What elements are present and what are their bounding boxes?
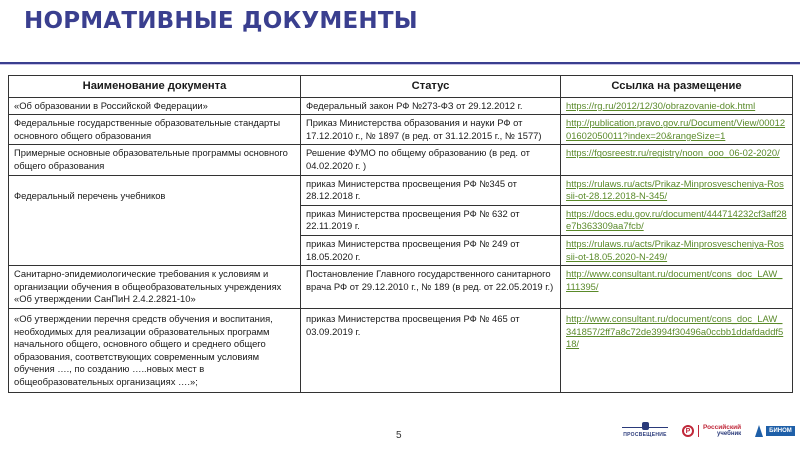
prosveshchenie-logo — [622, 424, 668, 438]
binom-logo — [755, 425, 795, 437]
header-document-name: Наименование документа — [9, 76, 301, 98]
document-status: Федеральный закон РФ №273-ФЗ от 29.12.2012 г. — [301, 97, 561, 115]
table-row — [9, 308, 793, 393]
prosveshchenie-logo-text: ПРОСВЕЩЕНИЕ — [623, 432, 667, 438]
table-row — [9, 115, 793, 145]
document-link[interactable]: https://rulaws.ru/acts/Prikaz-Minprosvescheniya-Rossii-ot-18.05.2020-N-249/ — [566, 237, 784, 262]
document-link[interactable]: https://docs.edu.gov.ru/document/444714232cf3aff28e7b363309aa7fcb/ — [566, 207, 787, 232]
header-status: Статус — [301, 76, 561, 98]
document-status: Постановление Главного государственного санитарного врача РФ от 29.12.2010 г., № 189 (в ред. от 22.05.2019 г.) — [301, 266, 561, 309]
document-link-cell — [561, 175, 793, 205]
document-link-cell — [561, 145, 793, 175]
page-title: НОРМАТИВНЫЕ ДОКУМЕНТЫ — [24, 8, 418, 34]
logo-separator — [698, 425, 699, 437]
document-link-cell — [561, 115, 793, 145]
table-row — [9, 145, 793, 175]
document-status: приказ Министерства просвещения РФ № 632 от 22.11.2019 г. — [301, 205, 561, 235]
document-link[interactable]: https://rg.ru/2012/12/30/obrazovanie-dok.html — [566, 99, 756, 111]
document-name: «Об образовании в Российской Федерации» — [9, 97, 301, 115]
document-name: Федеральные государственные образовательные стандарты основного общего образования — [9, 115, 301, 145]
header-link: Ссылка на размещение — [561, 76, 793, 98]
document-link[interactable]: http://www.consultant.ru/document/cons_doc_LAW_341857/2ff7a8c72de3994f30496a0ccbb1ddafdaddf518/ — [566, 312, 784, 350]
document-status: Приказ Министерства образования и науки РФ от 17.12.2010 г., № 1897 (в ред. от 31.12.2015 г., № 1577) — [301, 115, 561, 145]
rossiyskiy-uchebnik-badge-icon: Р — [682, 425, 694, 437]
document-link[interactable]: https://rulaws.ru/acts/Prikaz-Minprosvescheniya-Rossii-ot-28.12.2018-N-345/ — [566, 177, 784, 202]
document-status: приказ Министерства просвещения РФ № 465 от 03.09.2019 г. — [301, 308, 561, 393]
footer-logos — [622, 424, 795, 438]
binom-bird-icon — [755, 425, 763, 437]
document-link-cell — [561, 97, 793, 115]
document-link-cell — [561, 308, 793, 393]
rossiyskiy-uchebnik-logo — [682, 425, 741, 437]
document-link-cell — [561, 235, 793, 265]
document-link[interactable]: http://www.consultant.ru/document/cons_doc_LAW_111395/ — [566, 268, 783, 292]
document-link[interactable]: http://publication.pravo.gov.ru/Document/View/0001201602050011?index=20&rangeSize=1 — [566, 117, 786, 141]
documents-table — [8, 75, 793, 393]
document-name: Федеральный перечень учебников — [9, 175, 301, 266]
table-row — [9, 97, 793, 115]
document-link-cell — [561, 205, 793, 235]
table-row — [9, 266, 793, 309]
binom-logo-text: БИНОМ — [766, 426, 795, 436]
document-name: Санитарно-эпидемиологические требования к условиям и организации обучения в общеобразовательных учреждениях «Об утверждении СанПиН 2.4.2.2821-10» — [9, 266, 301, 309]
document-link-cell — [561, 266, 793, 309]
document-link[interactable]: https://fgosreestr.ru/registry/noon_ooo_06-02-2020/ — [566, 147, 780, 159]
page-number: 5 — [396, 430, 402, 441]
document-name: «Об утверждении перечня средств обучения и воспитания, необходимых для реализации образовательных программ начального общего, основного общего и среднего общего образования, соответствующих современным условиям обучения …., по созданию …..новых мест в общеобразовательных организациях ….»; — [9, 308, 301, 393]
rossiyskiy-uchebnik-wordmark — [703, 425, 741, 437]
title-divider-shadow — [0, 64, 800, 65]
logo-text-bottom: учебник — [717, 431, 742, 437]
document-name: Примерные основные образовательные программы основного общего образования — [9, 145, 301, 175]
document-status: Решение ФУМО по общему образованию (в ред. от 04.02.2020 г. ) — [301, 145, 561, 175]
document-status: приказ Министерства просвещения РФ № 249 от 18.05.2020 г. — [301, 235, 561, 265]
table-row — [9, 175, 793, 205]
document-status: приказ Министерства просвещения РФ №345 от 28.12.2018 г. — [301, 175, 561, 205]
logo-text-top: Российский — [703, 424, 742, 431]
prosveshchenie-emblem-icon — [642, 422, 649, 430]
table-header-row — [9, 76, 793, 98]
